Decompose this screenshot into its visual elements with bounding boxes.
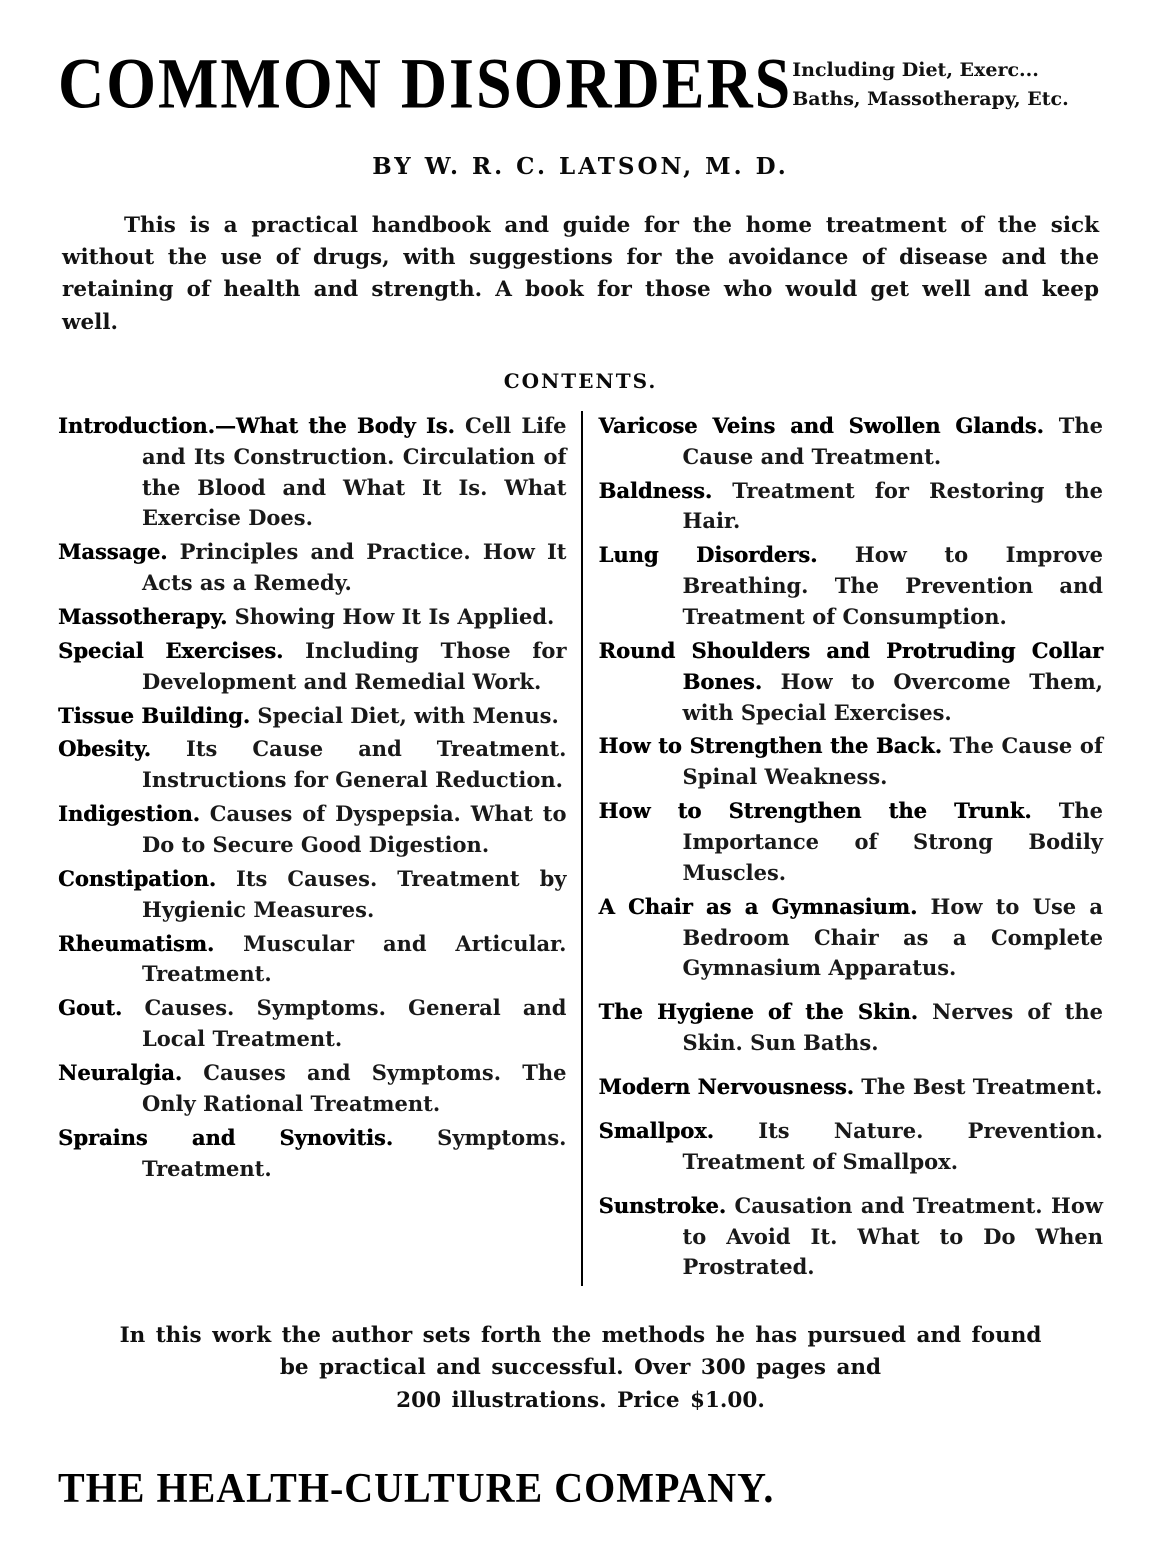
contents-entry	[58, 411, 567, 534]
byline: BY W. R. C. LATSON, M. D.	[372, 152, 789, 180]
contents-entry-title: A Chair as a Gymnasium.	[598, 893, 918, 919]
contents-entry	[58, 799, 567, 861]
contents-entry	[599, 731, 1104, 793]
contents-entry	[58, 734, 567, 796]
contents-entry-text: How to Overcome Them, with Special Exercises.	[682, 668, 1103, 725]
contents-entry-text: Causes of Dyspepsia. What to Do to Secure Good Digestion.	[142, 801, 567, 858]
footer-line-3: 200 illustrations. Price $1.00.	[396, 1387, 765, 1413]
contents-columns	[58, 411, 1103, 1286]
contents-left-column	[58, 411, 581, 1286]
contents-entry-text: Special Diet, with Menus.	[250, 702, 559, 728]
contents-entry-text: Causes. Symptoms. General and Local Treatment.	[122, 995, 567, 1052]
contents-entry	[58, 636, 567, 698]
title-subtitle	[792, 48, 1122, 115]
page-title: COMMON DISORDERS	[58, 43, 793, 124]
footer-note	[58, 1320, 1103, 1417]
contents-entry-title: Varicose Veins and Swollen Glands.	[598, 412, 1044, 438]
contents-entry-text: Symptoms. Treatment.	[142, 1124, 567, 1181]
contents-entry	[599, 636, 1104, 729]
publisher-name: THE HEALTH-CULTURE COMPANY.	[58, 1464, 775, 1512]
contents-entry-text: Its Nature. Prevention. Treatment of Smallpox.	[682, 1117, 1103, 1174]
contents-entry-text: Causation and Treatment. How to Avoid It. What to Do When Prostrated.	[682, 1192, 1103, 1280]
contents-entry-text: Nerves of the Skin. Sun Baths.	[682, 999, 1103, 1056]
contents-entry-text: The Importance of Strong Bodily Muscles.	[682, 798, 1103, 885]
contents-entry-title: Baldness.	[598, 477, 713, 503]
subtitle-line-2: Baths, Massotherapy, Etc.	[792, 88, 1069, 111]
contents-entry-text: Muscular and Articular. Treatment.	[142, 930, 567, 987]
contents-right-column	[581, 411, 1104, 1286]
contents-entry-title: Constipation.	[58, 865, 217, 891]
contents-entry-text: The Cause and Treatment.	[682, 412, 1103, 469]
contents-entry-title: Gout.	[58, 995, 123, 1021]
contents-entry-title: Sprains and Synovitis.	[58, 1124, 394, 1150]
contents-heading: CONTENTS.	[503, 368, 658, 393]
contents-entry-title: Tissue Building.	[58, 702, 251, 728]
contents-entry-text: How to Improve Breathing. The Prevention and Treatment of Consumption.	[682, 542, 1103, 630]
contents-entry	[58, 929, 567, 991]
contents-entry-title: Massotherapy.	[58, 604, 228, 630]
contents-entry-text: Causes and Symptoms. The Only Rational Treatment.	[142, 1060, 567, 1116]
contents-entry	[58, 701, 567, 732]
contents-entry	[58, 864, 567, 926]
contents-entry-title: Lung Disorders.	[598, 542, 818, 568]
contents-entry	[599, 411, 1104, 473]
contents-entry-text: The Cause of Spinal Weakness.	[682, 733, 1103, 790]
contents-entry	[599, 476, 1104, 538]
contents-entry	[599, 997, 1104, 1059]
intro-paragraph: This is a practical handbook and guide for the home treatment of the sick without the use of drugs, with suggestions for the avoidance of disease and the retaining of health and strength. A book for those who would get well and keep well.	[62, 212, 1099, 335]
contents-entry-text: Treatment for Restoring the Hair.	[682, 477, 1103, 534]
footer-line-1: In this work the author sets forth the methods he has pursued and found	[119, 1323, 1042, 1349]
contents-entry	[599, 796, 1104, 889]
contents-entry	[58, 993, 567, 1055]
contents-entry-title: Massage.	[58, 539, 168, 565]
contents-entry-title: Obesity.	[58, 736, 151, 762]
contents-entry-title: Modern Nervousness.	[598, 1074, 854, 1100]
contents-entry-text: Showing How It Is Applied.	[227, 604, 555, 630]
contents-entry-text: The Best Treatment.	[853, 1074, 1103, 1100]
contents-entry-title: Special Exercises.	[58, 637, 284, 663]
contents-entry-title: Indigestion.	[58, 801, 200, 827]
contents-entry-text: Principles and Practice. How It Acts as a Remedy.	[142, 539, 567, 596]
footer-line-2: be practical and successful. Over 300 pages and	[279, 1355, 882, 1381]
contents-entry	[599, 1116, 1104, 1178]
contents-entry-title: Rheumatism.	[58, 930, 215, 956]
contents-entry	[58, 537, 567, 599]
contents-entry	[58, 602, 567, 633]
masthead	[58, 43, 1103, 124]
contents-entry	[599, 540, 1104, 633]
contents-entry-text: Cell Life and Its Construction. Circulation of the Blood and What It Is. What Exercise Does.	[142, 412, 567, 531]
contents-entry-text: Its Cause and Treatment. Instructions for General Reduction.	[142, 736, 567, 793]
contents-entry-text: Its Causes. Treatment by Hygienic Measures.	[142, 865, 567, 922]
contents-entry-title: Smallpox.	[598, 1117, 714, 1143]
subtitle-line-1: Including Diet, Exerc...	[792, 59, 1039, 81]
contents-entry-title: Round Shoulders and Protruding Collar Bones.	[598, 637, 1103, 694]
contents-entry-title: Neuralgia.	[58, 1060, 183, 1086]
contents-entry	[58, 1058, 567, 1120]
contents-entry-title: Introduction.—What the Body Is.	[58, 412, 455, 438]
contents-entry-title: How to Strengthen the Back.	[598, 733, 942, 759]
contents-entry-text: Including Those for Development and Remedial Work.	[142, 637, 567, 694]
contents-entry-title: Sunstroke.	[598, 1192, 727, 1218]
contents-entry-title: The Hygiene of the Skin.	[598, 999, 918, 1025]
contents-entry	[599, 1191, 1104, 1284]
contents-entry-text: How to Use a Bedroom Chair as a Complete Gymnasium Apparatus.	[682, 893, 1103, 981]
contents-entry	[599, 892, 1104, 985]
contents-entry	[599, 1072, 1104, 1103]
contents-entry	[58, 1123, 567, 1185]
contents-entry-title: How to Strengthen the Trunk.	[598, 798, 1032, 824]
